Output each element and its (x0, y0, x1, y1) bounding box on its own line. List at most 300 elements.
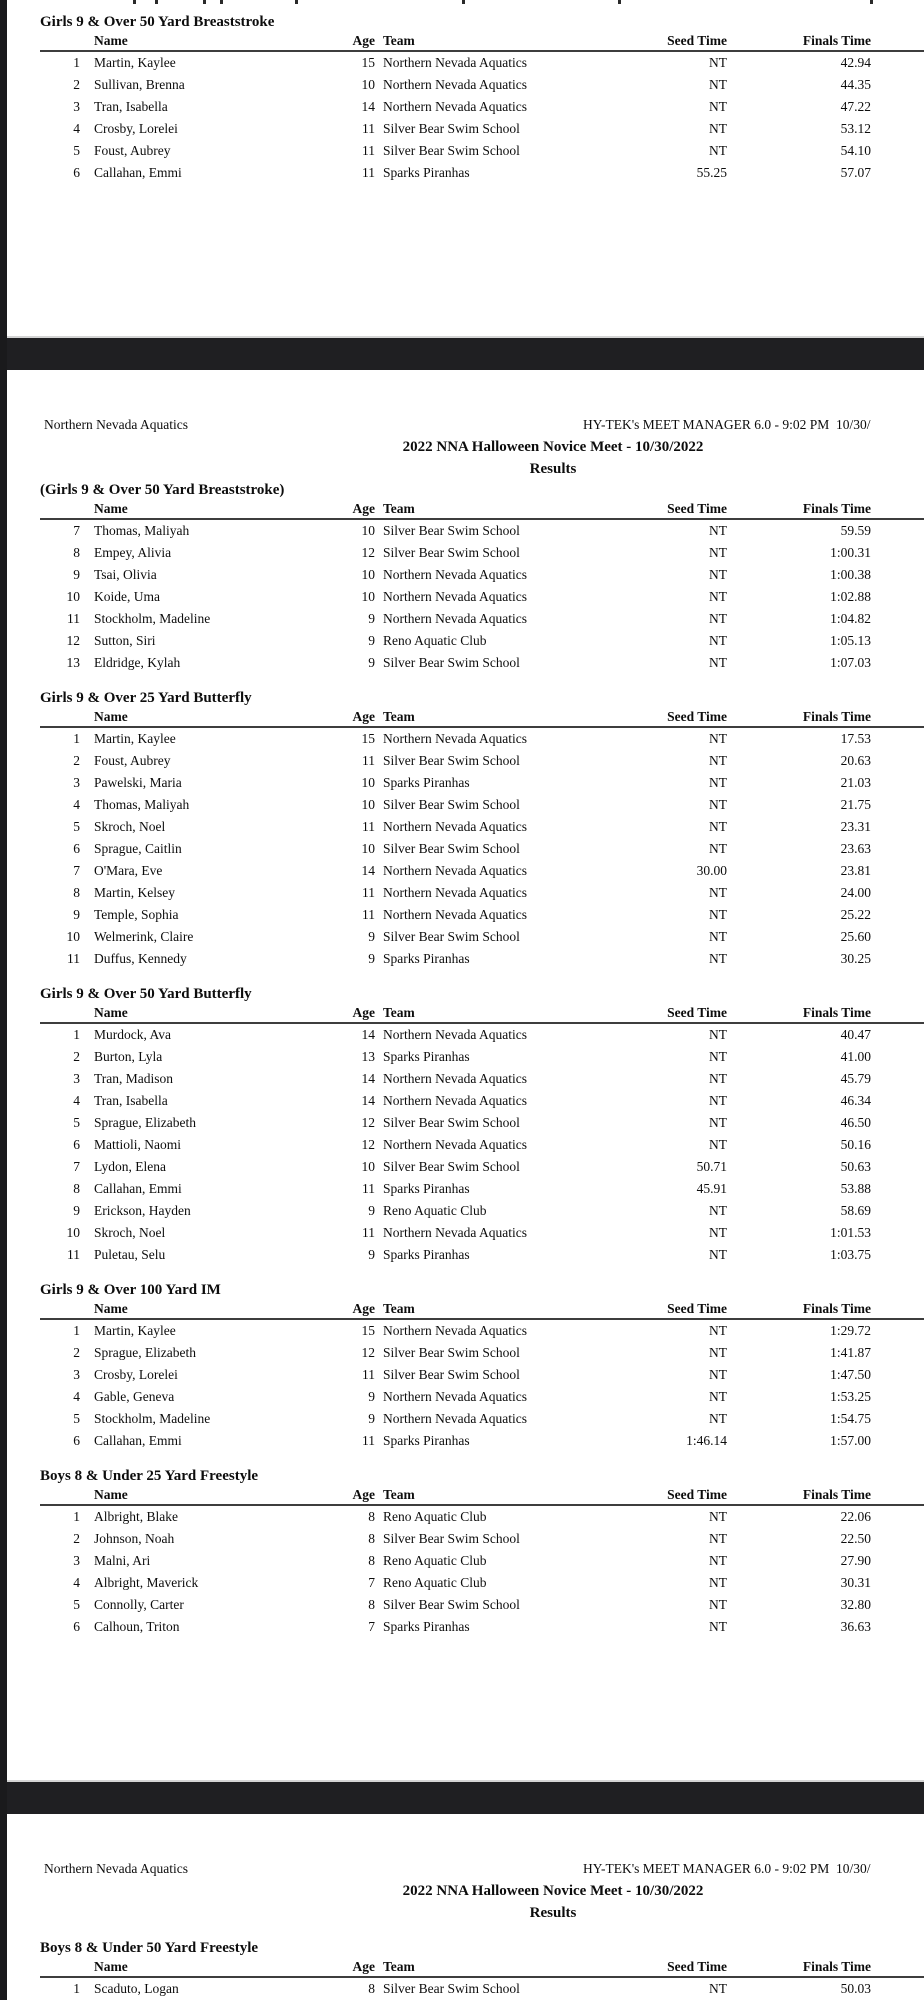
team-cell: Silver Bear Swim School (383, 655, 520, 670)
result-row (0, 1408, 924, 1430)
place-cell: 3 (73, 775, 80, 790)
place-cell: 4 (73, 1575, 80, 1590)
place-cell: 8 (73, 545, 80, 560)
finals-time-cell: 1:00.31 (830, 545, 871, 560)
clipped-row-remnant (0, 0, 924, 5)
results-table-header (0, 1486, 924, 1506)
swimmer-name-cell: Empey, Alivia (94, 545, 172, 560)
team-cell: Silver Bear Swim School (383, 797, 520, 812)
team-cell: Northern Nevada Aquatics (383, 1093, 527, 1108)
seed-time-cell: NT (709, 523, 727, 538)
event-title: Girls 9 & Over 100 Yard IM (40, 1282, 221, 1298)
column-header-seed-time: Seed Time (667, 1005, 727, 1020)
seed-time-cell: NT (709, 1531, 727, 1546)
swimmer-name-cell: Tran, Isabella (94, 1093, 168, 1108)
results-rows (0, 728, 924, 970)
column-header-finals-time: Finals Time (802, 1301, 871, 1316)
age-cell: 14 (361, 1093, 375, 1108)
swimmer-name-cell: Temple, Sophia (94, 907, 179, 922)
finals-time-cell: 50.03 (840, 1981, 871, 1996)
age-cell: 11 (362, 1225, 375, 1240)
result-row (0, 1024, 924, 1046)
event-section (0, 984, 924, 1266)
seed-time-cell: NT (709, 143, 727, 158)
place-cell: 4 (73, 797, 80, 812)
age-cell: 8 (368, 1531, 375, 1546)
finals-time-cell: 22.50 (840, 1531, 871, 1546)
clipped-text-fragment (220, 0, 223, 4)
swimmer-name-cell: Thomas, Maliyah (94, 797, 190, 812)
column-header-team: Team (383, 501, 415, 516)
event-title: Boys 8 & Under 25 Yard Freestyle (40, 1468, 259, 1484)
place-cell: 5 (73, 819, 80, 834)
seed-time-cell: NT (709, 611, 727, 626)
place-cell: 8 (73, 1181, 80, 1196)
place-cell: 9 (73, 567, 80, 582)
finals-time-cell: 54.10 (840, 143, 871, 158)
place-cell: 5 (73, 1411, 80, 1426)
swimmer-name-cell: Stockholm, Madeline (94, 611, 211, 626)
result-row (0, 1616, 924, 1638)
result-row (0, 816, 924, 838)
finals-time-cell: 30.31 (840, 1575, 871, 1590)
place-cell: 3 (73, 99, 80, 114)
finals-time-cell: 1:07.03 (830, 655, 871, 670)
results-rows (0, 1320, 924, 1452)
result-row (0, 564, 924, 586)
age-cell: 11 (362, 1433, 375, 1448)
header-top-line (0, 414, 924, 436)
swimmer-name-cell: Martin, Kaylee (94, 1323, 176, 1338)
seed-time-cell: NT (709, 929, 727, 944)
result-row (0, 1364, 924, 1386)
seed-time-cell: NT (709, 731, 727, 746)
age-cell: 14 (361, 99, 375, 114)
place-cell: 11 (67, 951, 80, 966)
team-cell: Northern Nevada Aquatics (383, 1389, 527, 1404)
finals-time-cell: 1:01.53 (830, 1225, 871, 1240)
place-cell: 7 (73, 1159, 80, 1174)
seed-time-cell: NT (709, 1389, 727, 1404)
swimmer-name-cell: Puletau, Selu (94, 1247, 166, 1262)
column-header-team: Team (383, 1005, 415, 1020)
team-cell: Reno Aquatic Club (383, 1203, 487, 1218)
place-cell: 1 (73, 731, 80, 746)
place-cell: 1 (73, 1509, 80, 1524)
place-cell: 4 (73, 1093, 80, 1108)
seed-time-cell: NT (709, 819, 727, 834)
result-row (0, 882, 924, 904)
column-header-seed-time: Seed Time (667, 709, 727, 724)
place-cell: 6 (73, 165, 80, 180)
clipped-text-fragment (618, 0, 621, 4)
clipped-text-fragment (870, 0, 873, 4)
team-cell: Sparks Piranhas (383, 1247, 470, 1262)
clipped-text-fragment (203, 0, 206, 4)
team-cell: Northern Nevada Aquatics (383, 819, 527, 834)
event-section (0, 12, 924, 184)
column-header-seed-time: Seed Time (667, 1959, 727, 1974)
event-section (0, 1466, 924, 1638)
result-row (0, 1342, 924, 1364)
swimmer-name-cell: Connolly, Carter (94, 1597, 184, 1612)
finals-time-cell: 53.88 (840, 1181, 871, 1196)
result-row (0, 520, 924, 542)
age-cell: 9 (368, 1389, 375, 1404)
result-row (0, 1046, 924, 1068)
column-header-team: Team (383, 1301, 415, 1316)
result-row (0, 542, 924, 564)
swimmer-name-cell: Crosby, Lorelei (94, 121, 178, 136)
swimmer-name-cell: Sutton, Siri (94, 633, 156, 648)
team-cell: Northern Nevada Aquatics (383, 1137, 527, 1152)
swimmer-name-cell: Callahan, Emmi (94, 1181, 182, 1196)
swimmer-name-cell: Tran, Isabella (94, 99, 168, 114)
results-rows (0, 1978, 924, 2000)
finals-time-cell: 44.35 (840, 77, 871, 92)
seed-time-cell: NT (709, 567, 727, 582)
finals-time-cell: 46.34 (840, 1093, 871, 1108)
age-cell: 12 (361, 545, 375, 560)
column-header-seed-time: Seed Time (667, 33, 727, 48)
column-header-age: Age (352, 1959, 375, 1974)
place-cell: 5 (73, 143, 80, 158)
seed-time-cell: NT (709, 633, 727, 648)
result-row (0, 74, 924, 96)
results-rows (0, 52, 924, 184)
seed-time-cell: NT (709, 1203, 727, 1218)
place-cell: 11 (67, 1247, 80, 1262)
finals-time-cell: 21.03 (840, 775, 871, 790)
team-cell: Northern Nevada Aquatics (383, 1411, 527, 1426)
column-header-seed-time: Seed Time (667, 1301, 727, 1316)
place-cell: 1 (73, 1027, 80, 1042)
result-row (0, 1506, 924, 1528)
seed-time-cell: NT (709, 1619, 727, 1634)
column-header-name: Name (94, 1487, 128, 1502)
seed-time-cell: NT (709, 77, 727, 92)
place-cell: 9 (73, 1203, 80, 1218)
age-cell: 9 (368, 1411, 375, 1426)
age-cell: 14 (361, 1027, 375, 1042)
finals-time-cell: 1:05.13 (830, 633, 871, 648)
team-cell: Northern Nevada Aquatics (383, 77, 527, 92)
column-header-name: Name (94, 33, 128, 48)
generator-stamp: HY-TEK's MEET MANAGER 6.0 - 9:02 PM 10/30/ (583, 1861, 871, 1876)
age-cell: 9 (368, 655, 375, 670)
result-row (0, 630, 924, 652)
age-cell: 14 (361, 863, 375, 878)
place-cell: 9 (73, 907, 80, 922)
swimmer-name-cell: Duffus, Kennedy (94, 951, 187, 966)
swimmer-name-cell: Martin, Kaylee (94, 55, 176, 70)
swimmer-name-cell: Martin, Kelsey (94, 885, 175, 900)
team-cell: Northern Nevada Aquatics (383, 55, 527, 70)
team-cell: Northern Nevada Aquatics (383, 907, 527, 922)
swimmer-name-cell: Tsai, Olivia (94, 567, 157, 582)
viewer-gap-bar (0, 1782, 924, 1814)
swimmer-name-cell: Malni, Ari (94, 1553, 151, 1568)
team-cell: Silver Bear Swim School (383, 121, 520, 136)
age-cell: 12 (361, 1115, 375, 1130)
seed-time-cell: NT (709, 121, 727, 136)
swimmer-name-cell: Sprague, Elizabeth (94, 1345, 196, 1360)
team-cell: Silver Bear Swim School (383, 929, 520, 944)
results-table-header (0, 1300, 924, 1320)
swimmer-name-cell: Skroch, Noel (94, 1225, 166, 1240)
team-cell: Sparks Piranhas (383, 775, 470, 790)
finals-time-cell: 47.22 (840, 99, 871, 114)
finals-time-cell: 25.60 (840, 929, 871, 944)
team-cell: Silver Bear Swim School (383, 1367, 520, 1382)
seed-time-cell: NT (709, 1049, 727, 1064)
result-row (0, 860, 924, 882)
finals-time-cell: 20.63 (840, 753, 871, 768)
finals-time-cell: 1:04.82 (830, 611, 871, 626)
finals-time-cell: 1:54.75 (830, 1411, 871, 1426)
age-cell: 15 (361, 731, 375, 746)
age-cell: 12 (361, 1345, 375, 1360)
age-cell: 11 (362, 143, 375, 158)
team-cell: Northern Nevada Aquatics (383, 885, 527, 900)
team-cell: Northern Nevada Aquatics (383, 1323, 527, 1338)
result-row (0, 1572, 924, 1594)
organization-name: Northern Nevada Aquatics (44, 417, 188, 432)
column-header-team: Team (383, 709, 415, 724)
age-cell: 11 (362, 1367, 375, 1382)
column-header-name: Name (94, 1301, 128, 1316)
column-header-team: Team (383, 1959, 415, 1974)
swimmer-name-cell: Welmerink, Claire (94, 929, 194, 944)
column-header-finals-time: Finals Time (802, 1005, 871, 1020)
column-header-finals-time: Finals Time (802, 33, 871, 48)
seed-time-cell: NT (709, 1027, 727, 1042)
age-cell: 11 (362, 165, 375, 180)
team-cell: Reno Aquatic Club (383, 1509, 487, 1524)
seed-time-cell: NT (709, 1411, 727, 1426)
result-row (0, 948, 924, 970)
age-cell: 10 (361, 841, 375, 856)
seed-time-cell: NT (709, 885, 727, 900)
team-cell: Sparks Piranhas (383, 951, 470, 966)
event-section (0, 1280, 924, 1452)
age-cell: 10 (361, 523, 375, 538)
swimmer-name-cell: Gable, Geneva (94, 1389, 175, 1404)
place-cell: 5 (73, 1597, 80, 1612)
column-header-name: Name (94, 1005, 128, 1020)
column-header-seed-time: Seed Time (667, 501, 727, 516)
seed-time-cell: NT (709, 951, 727, 966)
seed-time-cell: 45.91 (696, 1181, 727, 1196)
seed-time-cell: NT (709, 1575, 727, 1590)
place-cell: 1 (73, 1981, 80, 1996)
column-header-age: Age (352, 709, 375, 724)
result-row (0, 1978, 924, 2000)
team-cell: Silver Bear Swim School (383, 1981, 520, 1996)
swimmer-name-cell: Martin, Kaylee (94, 731, 176, 746)
results-page-3 (0, 1814, 924, 2000)
age-cell: 9 (368, 1247, 375, 1262)
column-header-finals-time: Finals Time (802, 501, 871, 516)
place-cell: 5 (73, 1115, 80, 1130)
team-cell: Reno Aquatic Club (383, 633, 487, 648)
swimmer-name-cell: Calhoun, Triton (94, 1619, 180, 1634)
result-row (0, 838, 924, 860)
age-cell: 9 (368, 951, 375, 966)
seed-time-cell: NT (709, 1345, 727, 1360)
swimmer-name-cell: Callahan, Emmi (94, 1433, 182, 1448)
seed-time-cell: NT (709, 753, 727, 768)
finals-time-cell: 22.06 (840, 1509, 871, 1524)
team-cell: Silver Bear Swim School (383, 1115, 520, 1130)
finals-time-cell: 23.81 (840, 863, 871, 878)
age-cell: 14 (361, 1071, 375, 1086)
finals-time-cell: 1:29.72 (830, 1323, 871, 1338)
finals-time-cell: 50.63 (840, 1159, 871, 1174)
team-cell: Northern Nevada Aquatics (383, 731, 527, 746)
event-title: Girls 9 & Over 50 Yard Butterfly (40, 986, 252, 1002)
finals-time-cell: 46.50 (840, 1115, 871, 1130)
results-label: Results (529, 461, 577, 477)
team-cell: Reno Aquatic Club (383, 1553, 487, 1568)
swimmer-name-cell: Sprague, Caitlin (94, 841, 182, 856)
team-cell: Sparks Piranhas (383, 1049, 470, 1064)
clipped-text-fragment (155, 0, 158, 4)
finals-time-cell: 1:47.50 (830, 1367, 871, 1382)
team-cell: Silver Bear Swim School (383, 523, 520, 538)
page-1-sections (0, 0, 924, 184)
swimmer-name-cell: Johnson, Noah (94, 1531, 175, 1546)
age-cell: 8 (368, 1981, 375, 1996)
clipped-text-fragment (295, 0, 298, 4)
place-cell: 12 (66, 633, 80, 648)
event-title: (Girls 9 & Over 50 Yard Breaststroke) (40, 482, 285, 498)
place-cell: 10 (66, 589, 80, 604)
result-row (0, 1222, 924, 1244)
results-table-header (0, 500, 924, 520)
page-2-sections (0, 480, 924, 1638)
team-cell: Sparks Piranhas (383, 1433, 470, 1448)
result-row (0, 926, 924, 948)
team-cell: Sparks Piranhas (383, 1181, 470, 1196)
seed-time-cell: NT (709, 1553, 727, 1568)
age-cell: 10 (361, 77, 375, 92)
team-cell: Silver Bear Swim School (383, 1597, 520, 1612)
result-row (0, 162, 924, 184)
event-title: Girls 9 & Over 50 Yard Breaststroke (40, 14, 275, 30)
team-cell: Northern Nevada Aquatics (383, 863, 527, 878)
place-cell: 10 (66, 929, 80, 944)
result-row (0, 96, 924, 118)
finals-time-cell: 42.94 (840, 55, 871, 70)
team-cell: Northern Nevada Aquatics (383, 99, 527, 114)
seed-time-cell: NT (709, 1071, 727, 1086)
team-cell: Northern Nevada Aquatics (383, 1071, 527, 1086)
place-cell: 6 (73, 841, 80, 856)
seed-time-cell: NT (709, 1367, 727, 1382)
seed-time-cell: NT (709, 655, 727, 670)
result-row (0, 750, 924, 772)
swimmer-name-cell: Thomas, Maliyah (94, 523, 190, 538)
column-header-name: Name (94, 501, 128, 516)
team-cell: Northern Nevada Aquatics (383, 1225, 527, 1240)
result-row (0, 1112, 924, 1134)
column-header-age: Age (352, 501, 375, 516)
place-cell: 2 (73, 1531, 80, 1546)
team-cell: Silver Bear Swim School (383, 753, 520, 768)
results-table-header (0, 32, 924, 52)
result-row (0, 1200, 924, 1222)
age-cell: 12 (361, 1137, 375, 1152)
age-cell: 11 (362, 907, 375, 922)
place-cell: 1 (73, 1323, 80, 1338)
place-cell: 3 (73, 1367, 80, 1382)
team-cell: Silver Bear Swim School (383, 143, 520, 158)
team-cell: Reno Aquatic Club (383, 1575, 487, 1590)
results-label: Results (529, 1905, 577, 1921)
place-cell: 2 (73, 1345, 80, 1360)
result-row (0, 1594, 924, 1616)
finals-time-cell: 1:57.00 (830, 1433, 871, 1448)
result-row (0, 608, 924, 630)
age-cell: 10 (361, 1159, 375, 1174)
result-row (0, 1134, 924, 1156)
finals-time-cell: 59.59 (840, 523, 871, 538)
place-cell: 6 (73, 1137, 80, 1152)
seed-time-cell: NT (709, 1225, 727, 1240)
place-cell: 7 (73, 523, 80, 538)
place-cell: 4 (73, 121, 80, 136)
team-cell: Sparks Piranhas (383, 165, 470, 180)
age-cell: 8 (368, 1553, 375, 1568)
finals-time-cell: 45.79 (840, 1071, 871, 1086)
finals-time-cell: 57.07 (840, 165, 871, 180)
result-row (0, 1528, 924, 1550)
age-cell: 11 (362, 753, 375, 768)
age-cell: 9 (368, 633, 375, 648)
finals-time-cell: 36.63 (840, 1619, 871, 1634)
seed-time-cell: 55.25 (696, 165, 727, 180)
event-section (0, 1938, 924, 2000)
seed-time-cell: NT (709, 55, 727, 70)
age-cell: 7 (368, 1575, 375, 1590)
finals-time-cell: 1:00.38 (830, 567, 871, 582)
place-cell: 3 (73, 1071, 80, 1086)
results-table-header (0, 1004, 924, 1024)
age-cell: 8 (368, 1597, 375, 1612)
results-page-2 (0, 370, 924, 1780)
column-header-name: Name (94, 709, 128, 724)
age-cell: 9 (368, 1203, 375, 1218)
result-row (0, 1156, 924, 1178)
seed-time-cell: NT (709, 99, 727, 114)
seed-time-cell: NT (709, 1137, 727, 1152)
swimmer-name-cell: Erickson, Hayden (94, 1203, 191, 1218)
team-cell: Silver Bear Swim School (383, 1159, 520, 1174)
seed-time-cell: NT (709, 1115, 727, 1130)
page-3-sections (0, 1938, 924, 2000)
page-separator (0, 336, 924, 370)
place-cell: 13 (66, 655, 80, 670)
finals-time-cell: 1:53.25 (830, 1389, 871, 1404)
clipped-text-fragment (462, 0, 465, 4)
seed-time-cell: NT (709, 1323, 727, 1338)
age-cell: 9 (368, 611, 375, 626)
age-cell: 10 (361, 775, 375, 790)
page-header (0, 1814, 924, 1924)
swimmer-name-cell: Burton, Lyla (94, 1049, 163, 1064)
swimmer-name-cell: Koide, Uma (94, 589, 160, 604)
